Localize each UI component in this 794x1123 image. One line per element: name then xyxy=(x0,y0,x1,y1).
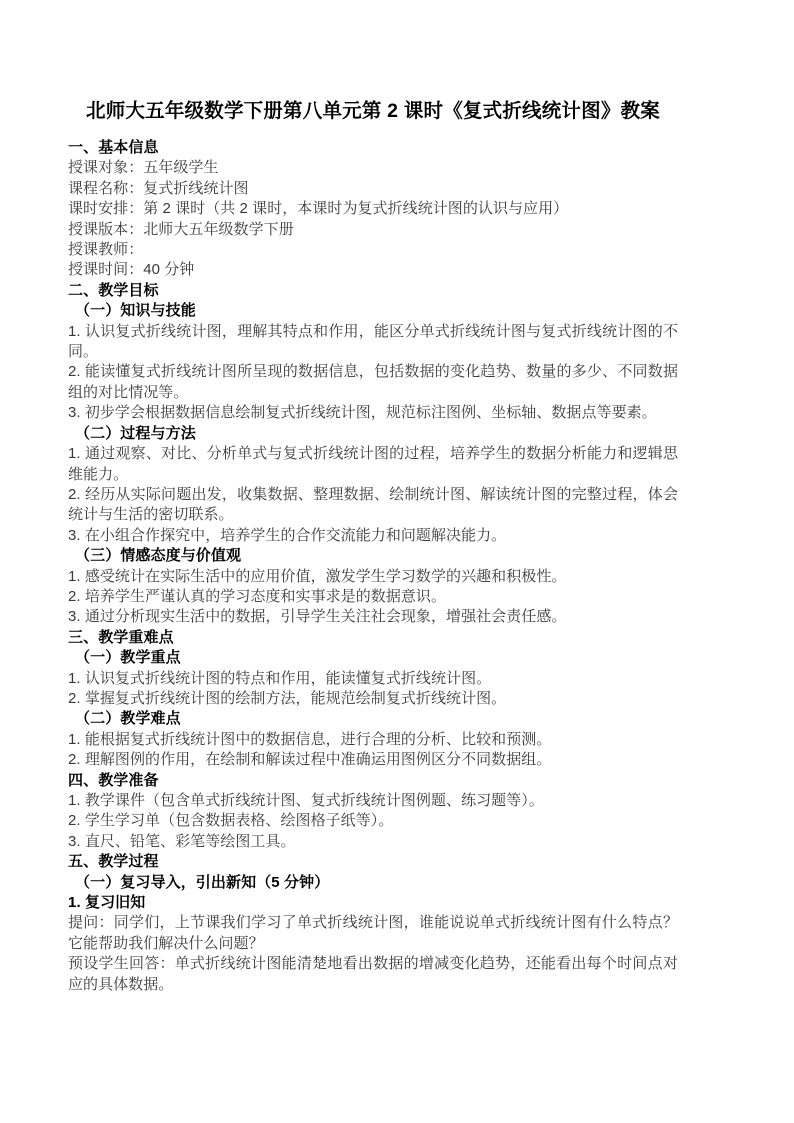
subsection-heading: （一）教学重点 xyxy=(75,649,181,667)
section-heading: 一、基本信息 xyxy=(68,139,159,156)
paragraph: 授课教师： xyxy=(68,241,144,259)
document-content xyxy=(68,96,678,995)
subsection-heading: （三）情感态度与价值观 xyxy=(75,547,242,565)
paragraph: 2. 学生学习单（包含数据表格、绘图格子纸等）。 xyxy=(68,812,394,830)
document-body xyxy=(68,138,678,995)
paragraph: 1. 通过观察、对比、分析单式与复式折线统计图的过程，培养学生的数据分析能力和逻辑思维能力。 xyxy=(68,445,678,483)
paragraph: 1. 教学课件（包含单式折线统计图、复式折线统计图例题、练习题等）。 xyxy=(68,792,544,809)
paragraph: 课时安排：第 2 课时（共 2 课时，本课时为复式折线统计图的认识与应用） xyxy=(68,200,569,218)
paragraph: 授课对象：五年级学生 xyxy=(68,159,219,177)
paragraph: 1. 认识复式折线统计图的特点和作用，能读懂复式折线统计图。 xyxy=(68,669,492,687)
subsection-heading: （二）过程与方法 xyxy=(75,424,196,442)
section-heading: 五、教学过程 xyxy=(68,853,159,871)
paragraph: 授课时间：40 分钟 xyxy=(68,261,195,279)
subsection-heading: （一）复习导入，引出新知（5 分钟） xyxy=(75,873,330,891)
paragraph: 3. 在小组合作探究中，培养学生的合作交流能力和问题解决能力。 xyxy=(68,526,507,544)
paragraph: 授课版本：北师大五年级数学下册 xyxy=(68,220,294,238)
subsection-heading: （二）教学难点 xyxy=(75,710,181,728)
paragraph: 3. 初步学会根据数据信息绘制复式折线统计图，规范标注图例、坐标轴、数据点等要素。 xyxy=(68,404,657,422)
paragraph: 3. 通过分析现实生活中的数据，引导学生关注社会现象，增强社会责任感。 xyxy=(68,608,567,626)
paragraph: 2. 经历从实际问题出发，收集数据、整理数据、绘制统计图、解读统计图的完整过程，体会统计与生活的密切联系。 xyxy=(68,485,678,524)
section-heading: 三、教学重难点 xyxy=(68,628,174,646)
paragraph: 1. 能根据复式折线统计图中的数据信息，进行合理的分析、比较和预测。 xyxy=(68,730,552,748)
page-title: 北师大五年级数学下册第八单元第 2 课时《复式折线统计图》教案 xyxy=(86,100,660,122)
step-heading: 1. 复习旧知 xyxy=(68,894,146,912)
section-heading: 二、教学目标 xyxy=(68,281,159,299)
paragraph: 3. 直尺、铅笔、彩笔等绘图工具。 xyxy=(68,832,296,850)
paragraph: 课程名称：复式折线统计图 xyxy=(68,179,249,197)
paragraph: 2. 理解图例的作用，在绘制和解读过程中准确运用图例区分不同数据组。 xyxy=(68,751,552,769)
paragraph: 1. 认识复式折线统计图，理解其特点和作用，能区分单式折线统计图与复式折线统计图的不同。 xyxy=(68,322,678,361)
paragraph: 预设学生回答：单式折线统计图能清楚地看出数据的增减变化趋势，还能看出每个时间点对应的具体数据。 xyxy=(68,955,678,993)
paragraph: 2. 掌握复式折线统计图的绘制方法，能规范绘制复式折线统计图。 xyxy=(68,689,507,707)
paragraph: 提问：同学们，上节课我们学习了单式折线统计图，谁能说说单式折线统计图有什么特点？它能帮助我们解决什么问题？ xyxy=(68,914,678,952)
paragraph: 2. 培养学生严谨认真的学习态度和实事求是的数据意识。 xyxy=(68,587,447,605)
subsection-heading: （一）知识与技能 xyxy=(75,302,196,320)
paragraph: 1. 感受统计在实际生活中的应用价值，激发学生学习数学的兴趣和积极性。 xyxy=(68,567,567,585)
paragraph: 2. 能读懂复式折线统计图所呈现的数据信息，包括数据的变化趋势、数量的多少、不同数据组的对比情况等。 xyxy=(68,363,678,401)
section-heading: 四、教学准备 xyxy=(68,771,159,789)
